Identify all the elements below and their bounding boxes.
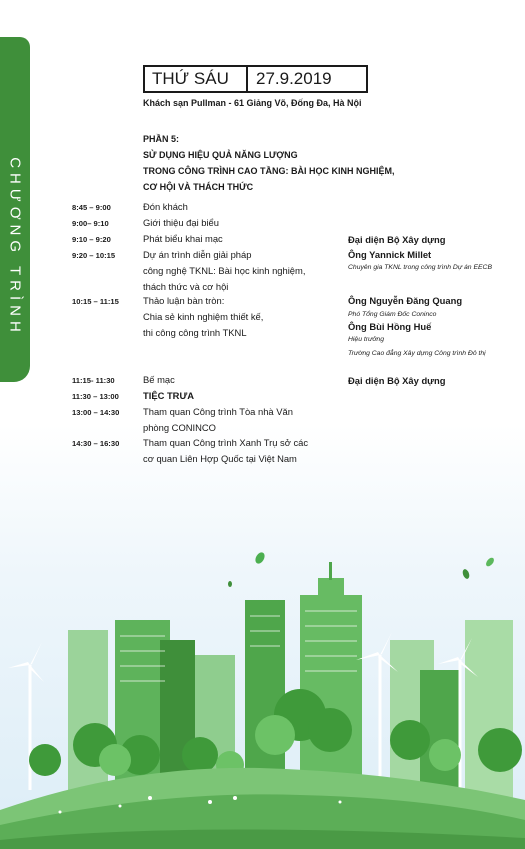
activity-line: Tham quan Công trình Tòa nhà Văn (143, 406, 293, 417)
speaker-role: Hiệu trưởng (348, 336, 384, 343)
date-label: 27.9.2019 (256, 69, 332, 88)
agenda-time: 9:00– 9:10 (72, 219, 109, 228)
section-title-line: SỬ DỤNG HIỆU QUẢ NĂNG LƯỢNG (143, 150, 298, 160)
agenda-time: 11:15- 11:30 (72, 376, 115, 385)
activity-line: thách thức và cơ hội (143, 281, 229, 292)
agenda-activity (143, 404, 293, 436)
agenda-time: 8:45 – 9:00 (72, 203, 111, 212)
activity-line: phòng CONINCO (143, 422, 216, 433)
sidebar-tab (0, 37, 30, 382)
sidebar-label: CHƯƠNG TRÌNH (6, 157, 24, 337)
day-label: THỨ SÁU (145, 67, 248, 91)
activity-line: cơ quan Liên Hợp Quốc tại Việt Nam (143, 453, 297, 464)
activity-line: Chia sẻ kinh nghiệm thiết kế, (143, 311, 264, 322)
speaker-name: Đại diện Bộ Xây dựng (348, 234, 446, 245)
venue-text: Khách sạn Pullman - 61 Giảng Võ, Đống Đa, Hà Nội (143, 98, 362, 108)
agenda-activity (143, 293, 263, 341)
green-city-illustration (0, 540, 525, 849)
agenda-time: 10:15 – 11:15 (72, 297, 119, 306)
activity-line: Đón khách (143, 201, 188, 212)
activity-line: Phát biểu khai mạc (143, 233, 223, 244)
agenda-activity (143, 372, 175, 388)
speaker-role: Phó Tổng Giám Đốc Coninco (348, 311, 437, 318)
speaker-name: Ông Yannick Millet (348, 249, 432, 260)
agenda-activity (143, 388, 194, 404)
section-heading (143, 131, 395, 195)
activity-line: Bế mạc (143, 374, 175, 385)
speaker-role: Trường Cao đẳng Xây dựng Công trình Đô thị (348, 350, 486, 357)
section-title-line: TRONG CÔNG TRÌNH CAO TẦNG: BÀI HỌC KINH NGHIỆM, (143, 166, 395, 176)
agenda-time: 9:20 – 10:15 (72, 251, 116, 260)
speaker-name: Ông Bùi Hồng Huế (348, 321, 432, 332)
activity-line: Tham quan Công trình Xanh Trụ sở các (143, 437, 309, 448)
activity-line: Dự án trình diễn giải pháp (143, 249, 252, 260)
activity-line: thi công công trình TKNL (143, 327, 247, 338)
agenda-activity (143, 435, 308, 467)
agenda-time: 9:10 – 9:20 (72, 235, 111, 244)
agenda-activity (143, 199, 188, 215)
agenda-activity (143, 231, 223, 247)
activity-line: Thảo luận bàn tròn: (143, 295, 225, 306)
activity-line: Giới thiệu đại biểu (143, 217, 219, 228)
section-part: PHẦN 5: (143, 134, 180, 144)
agenda-activity (143, 247, 305, 295)
agenda-activity (143, 215, 219, 231)
speaker-role: Chuyên gia TKNL trong công trình Dự án EECB (348, 264, 492, 271)
agenda-time: 13:00 – 14:30 (72, 408, 120, 417)
agenda-time: 11:30 – 13:00 (72, 392, 119, 401)
agenda-time: 14:30 – 16:30 (72, 439, 120, 448)
section-title-line: CƠ HỘI VÀ THÁCH THỨC (143, 182, 254, 192)
activity-line: công nghệ TKNL: Bài học kinh nghiệm, (143, 265, 306, 276)
date-box (143, 65, 368, 93)
speaker-name: Ông Nguyễn Đăng Quang (348, 295, 463, 306)
speaker-name: Đại diện Bộ Xây dựng (348, 375, 446, 386)
activity-line: TIỆC TRƯA (143, 390, 195, 401)
